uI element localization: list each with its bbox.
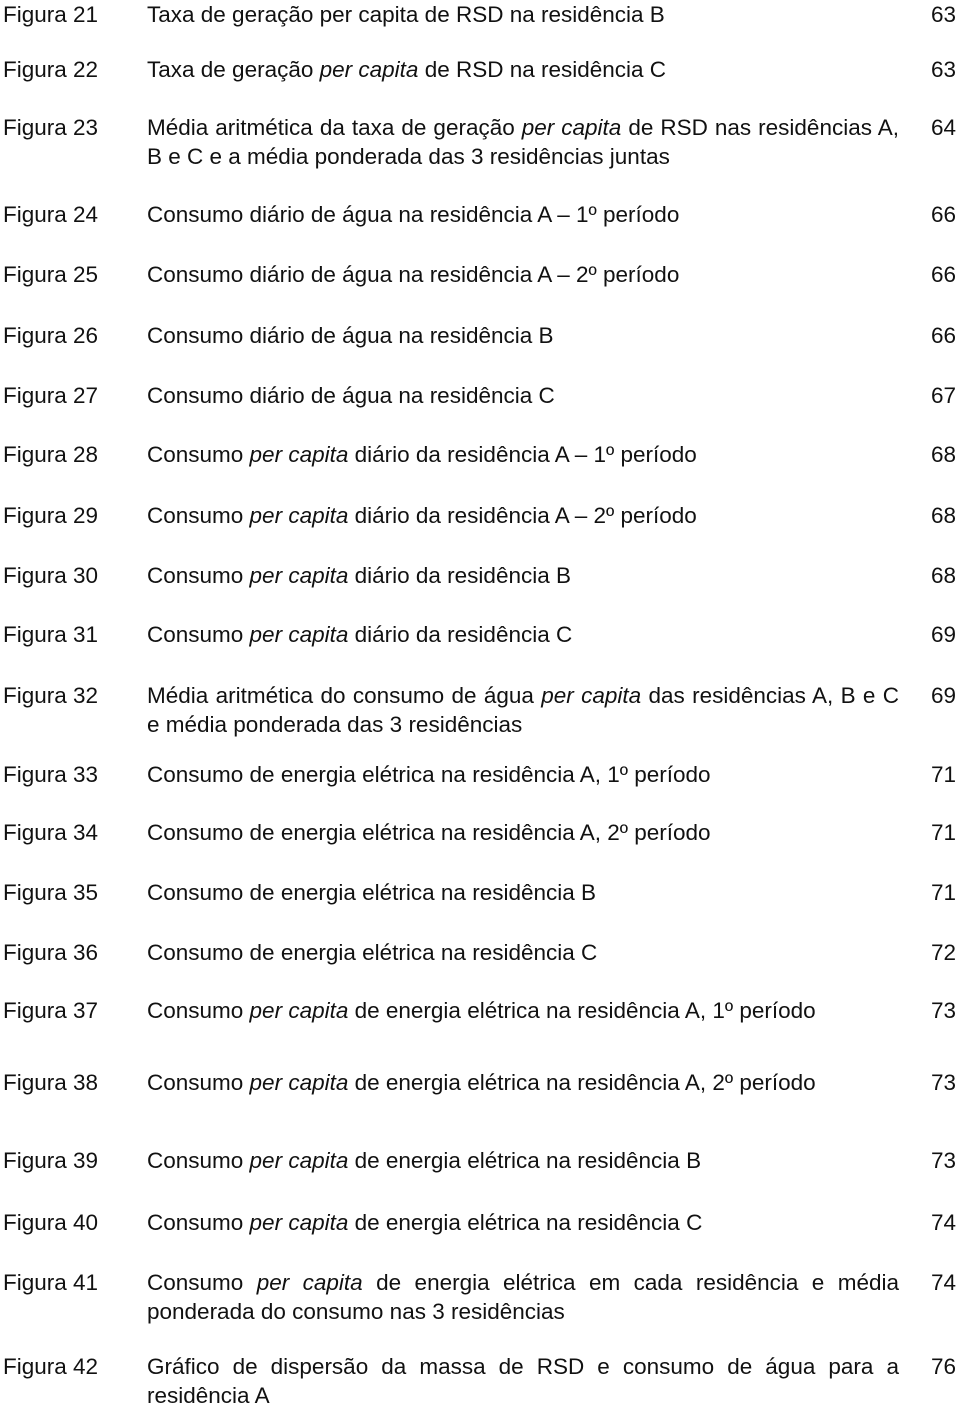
figure-entry [0,1068,960,1128]
figure-label: Figura 42 [3,1354,99,1379]
page-number: 74 [930,1270,956,1295]
page-number: 73 [930,1148,956,1173]
title-segment: Taxa de geração [147,57,320,82]
page-number: 71 [930,762,956,787]
figure-entry [0,440,960,500]
page-number: 66 [930,202,956,227]
italic-term: per capita [521,115,622,140]
page-number: 66 [930,323,956,348]
figure-label: Figura 35 [3,880,99,905]
figure-entry [0,1146,960,1206]
title-segment: Gráfico de dispersão da massa de RSD e consumo de água para a residência A [147,1354,899,1408]
title-segment: de RSD na residência C [418,57,667,82]
page-number: 66 [930,262,956,287]
figure-label: Figura 39 [3,1148,99,1173]
figure-title [147,620,899,649]
figure-entry [0,938,960,998]
title-segment: Consumo diário de água na residência A – 1º período [147,202,680,227]
figure-entry [0,561,960,621]
figure-label: Figura 41 [3,1270,99,1295]
figure-label: Figura 27 [3,383,99,408]
title-segment: Consumo [147,998,250,1023]
figure-label: Figura 24 [3,202,99,227]
figure-label: Figura 31 [3,622,99,647]
page-number: 73 [930,998,956,1023]
figure-title [147,681,899,739]
figure-entry [0,1352,960,1412]
italic-term: per capita [249,998,349,1023]
figure-label: Figura 38 [3,1070,99,1095]
title-segment: Consumo [147,563,250,588]
page-number: 63 [930,2,956,27]
title-segment: diário da residência B [348,563,571,588]
figure-label: Figura 26 [3,323,99,348]
figure-entry [0,878,960,938]
figure-label: Figura 33 [3,762,99,787]
figure-title [147,200,899,229]
page-number: 73 [930,1070,956,1095]
figure-entry [0,760,960,820]
title-segment: Média aritmética da taxa de geração [147,115,522,140]
figure-title [147,561,899,590]
title-segment: de energia elétrica na residência A, 2º período [348,1070,816,1095]
title-segment: das residências A, B e C e média ponderada das 3 residências [147,683,900,737]
figure-entry [0,381,960,441]
title-segment: Consumo de energia elétrica na residência C [147,940,598,965]
figure-title [147,381,899,410]
figure-entry [0,200,960,260]
italic-term: per capita [249,1210,349,1235]
figure-label: Figura 32 [3,683,99,708]
page-number: 69 [930,683,956,708]
page-number: 71 [930,820,956,845]
title-segment: de energia elétrica em cada residência e média ponderada do consumo nas 3 residências [147,1270,900,1324]
figure-entry [0,0,960,60]
figure-entry [0,501,960,561]
figure-title [147,1208,899,1237]
italic-term: per capita [256,1270,363,1295]
title-segment: Consumo [147,1148,250,1173]
figure-title [147,321,899,350]
italic-term: per capita [249,1070,349,1095]
figure-label: Figura 40 [3,1210,99,1235]
figure-label: Figura 22 [3,57,99,82]
title-segment: Consumo de energia elétrica na residência A, 2º período [147,820,711,845]
page-number: 67 [930,383,956,408]
title-segment: Consumo diário de água na residência C [147,383,555,408]
figure-label: Figura 30 [3,563,99,588]
figure-label: Figura 23 [3,115,99,140]
figure-label: Figura 37 [3,998,99,1023]
figure-title [147,0,899,29]
title-segment: de energia elétrica na residência C [348,1210,703,1235]
italic-term: per capita [249,622,349,647]
title-segment: Consumo [147,1210,250,1235]
italic-term: per capita [541,683,642,708]
page-number: 74 [930,1210,956,1235]
title-segment: Consumo [147,1070,250,1095]
figure-entry [0,620,960,680]
figure-title [147,760,899,789]
figure-entry [0,113,960,173]
figure-entry [0,55,960,115]
figure-label: Figura 28 [3,442,99,467]
title-segment: de energia elétrica na residência A, 1º período [348,998,816,1023]
figure-entry [0,1208,960,1268]
page-number: 71 [930,880,956,905]
page-number: 63 [930,57,956,82]
page-number: 68 [930,563,956,588]
italic-term: per capita [249,503,349,528]
figure-title [147,1352,899,1410]
page-number: 72 [930,940,956,965]
title-segment: Consumo [147,1270,257,1295]
figure-label: Figura 34 [3,820,99,845]
page-number: 68 [930,442,956,467]
title-segment: Consumo [147,503,250,528]
title-segment: Consumo diário de água na residência A – 2º período [147,262,680,287]
italic-term: per capita [249,442,349,467]
figure-title [147,938,899,967]
title-segment: de RSD nas residências A, B e C e a média ponderada das 3 residências juntas [147,115,899,169]
figure-title [147,501,899,530]
title-segment: Média aritmética do consumo de água [147,683,542,708]
figure-entry [0,321,960,381]
title-segment: diário da residência C [348,622,573,647]
figure-title [147,1268,899,1326]
title-segment: Consumo [147,442,250,467]
page-number: 69 [930,622,956,647]
figure-title [147,1068,899,1097]
title-segment: Consumo de energia elétrica na residência A, 1º período [147,762,711,787]
title-segment: Consumo diário de água na residência B [147,323,554,348]
page-number: 68 [930,503,956,528]
title-segment: de energia elétrica na residência B [348,1148,702,1173]
title-segment: Consumo de energia elétrica na residência B [147,880,597,905]
figure-entry [0,681,960,741]
title-segment: Taxa de geração per capita de RSD na residência B [147,2,665,27]
page-number: 64 [930,115,956,140]
figure-title [147,818,899,847]
figure-entry [0,260,960,320]
figure-label: Figura 25 [3,262,99,287]
figure-label: Figura 36 [3,940,99,965]
italic-term: per capita [319,57,419,82]
title-segment: diário da residência A – 2º período [348,503,697,528]
figure-title [147,113,899,171]
figure-label: Figura 21 [3,2,99,27]
page-number: 76 [930,1354,956,1379]
italic-term: per capita [249,563,349,588]
figure-title [147,1146,899,1175]
italic-term: per capita [249,1148,349,1173]
title-segment: Consumo [147,622,250,647]
figure-title [147,996,899,1025]
figure-title [147,878,899,907]
figure-entry [0,996,960,1056]
figure-title [147,260,899,289]
figure-entry [0,818,960,878]
title-segment: diário da residência A – 1º período [348,442,697,467]
figure-title [147,55,899,84]
figure-title [147,440,899,469]
figure-label: Figura 29 [3,503,99,528]
figure-entry [0,1268,960,1328]
